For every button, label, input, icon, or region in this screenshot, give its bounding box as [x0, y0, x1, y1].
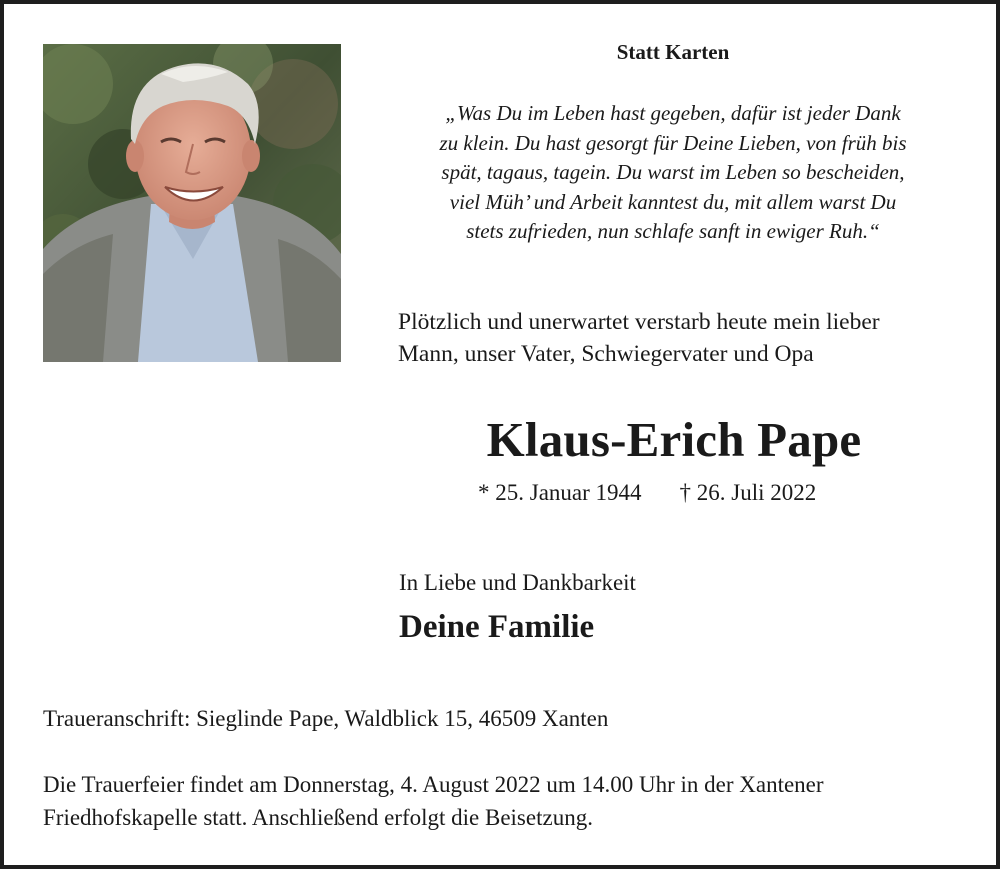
poem-line: zu klein. Du hast gesorgt für Deine Lieben, von früh bis: [439, 130, 907, 155]
announcement-line: Plötzlich und unerwartet verstarb heute mein lieber: [398, 309, 880, 335]
poem-line: stets zufrieden, nun schlafe sanft in ewiger Ruh.“: [466, 219, 880, 243]
family-signature: Deine Familie: [399, 609, 595, 645]
memorial-poem: [400, 99, 946, 247]
death-date: † 26. Juli 2022: [679, 480, 817, 505]
announcement-line: Mann, unser Vater, Schwiegervater und Opa: [398, 341, 814, 367]
death-announcement: [398, 306, 968, 370]
mourning-address: Traueranschrift: Sieglinde Pape, Waldblick 15, 46509 Xanten: [43, 706, 609, 731]
birth-date: * 25. Januar 1944: [478, 480, 642, 505]
closing-line: In Liebe und Dankbarkeit: [399, 570, 636, 595]
poem-line: „Was Du im Leben hast gegeben, dafür ist jeder Dank: [445, 101, 901, 125]
life-dates: [478, 480, 816, 506]
heading-statt-karten: Statt Karten: [616, 40, 730, 64]
portrait-photo: [43, 44, 341, 362]
deceased-name: Klaus-Erich Pape: [486, 412, 862, 467]
ceremony-info: [43, 768, 963, 834]
ceremony-line: Die Trauerfeier findet am Donnerstag, 4. August 2022 um 14.00 Uhr in der Xantener: [43, 772, 824, 797]
poem-line: spät, tagaus, tagein. Du warst im Leben so bescheiden,: [441, 160, 905, 184]
poem-line: viel Müh’ und Arbeit kanntest du, mit allem warst Du: [449, 189, 897, 214]
ceremony-line: Friedhofskapelle statt. Anschließend erfolgt die Beisetzung.: [43, 805, 593, 830]
